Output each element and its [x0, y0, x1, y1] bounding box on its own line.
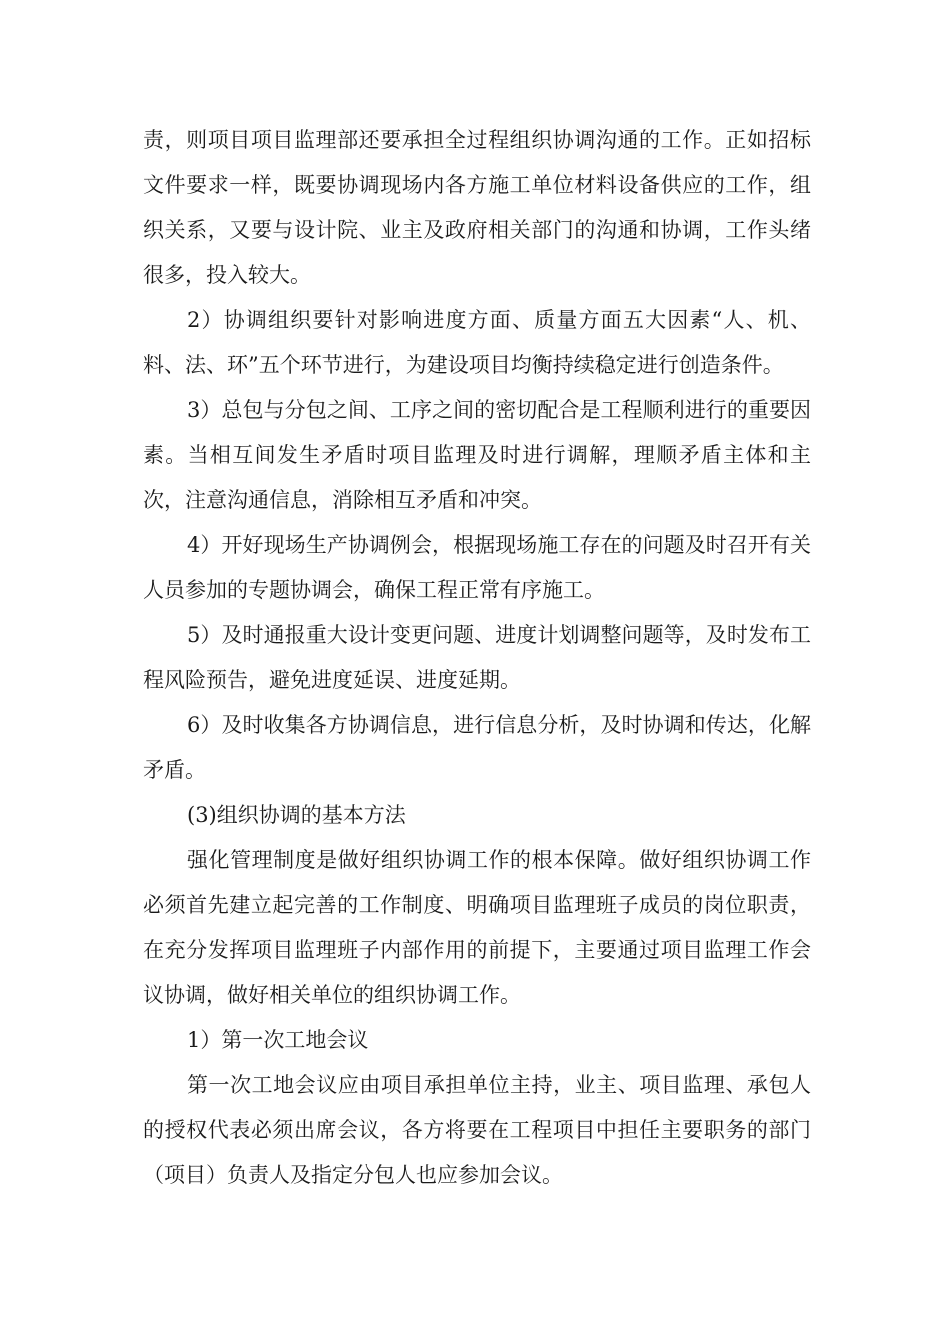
paragraph-item-3: 3）总包与分包之间、工序之间的密切配合是工程顺利进行的重要因素。当相互间发生矛盾时项目监理及时进行调解，理顺矛盾主体和主次，注意沟通信息，消除相互矛盾和冲突。: [143, 398, 811, 512]
paragraph-item-5: 5）及时通报重大设计变更问题、进度计划调整问题等，及时发布工程风险预告，避免进度延误、进度延期。: [143, 623, 811, 692]
paragraph-item-6: 6）及时收集各方协调信息，进行信息分析，及时协调和传达，化解矛盾。: [143, 713, 811, 782]
paragraph-continuation: 责，则项目项目监理部还要承担全过程组织协调沟通的工作。正如招标文件要求一样，既要协调现场内各方施工单位材料设备供应的工作，组织关系，又要与设计院、业主及政府相关部门的沟通和协调，工作头绪很多，投入较大。: [143, 128, 811, 287]
paragraph-first-meeting: 第一次工地会议应由项目承担单位主持，业主、项目监理、承包人的授权代表必须出席会议，各方将要在工程项目中担任主要职务的部门（项目）负责人及指定分包人也应参加会议。: [143, 1073, 811, 1187]
paragraph-item-4: 4）开好现场生产协调例会，根据现场施工存在的问题及时召开有关人员参加的专题协调会，确保工程正常有序施工。: [143, 533, 811, 602]
subheading-first-meeting: 1）第一次工地会议: [187, 1028, 369, 1052]
body-text: [143, 118, 811, 1198]
paragraph-item-2: 2）协调组织要针对影响进度方面、质量方面五大因素“人、机、料、法、环”五个环节进行，为建设项目均衡持续稳定进行创造条件。: [143, 308, 811, 377]
section-heading: (3)组织协调的基本方法: [187, 803, 406, 827]
paragraph-management: 强化管理制度是做好组织协调工作的根本保障。做好组织协调工作必须首先建立起完善的工作制度、明确项目监理班子成员的岗位职责，在充分发挥项目监理班子内部作用的前提下，主要通过项目监理工作会议协调，做好相关单位的组织协调工作。: [143, 848, 811, 1007]
